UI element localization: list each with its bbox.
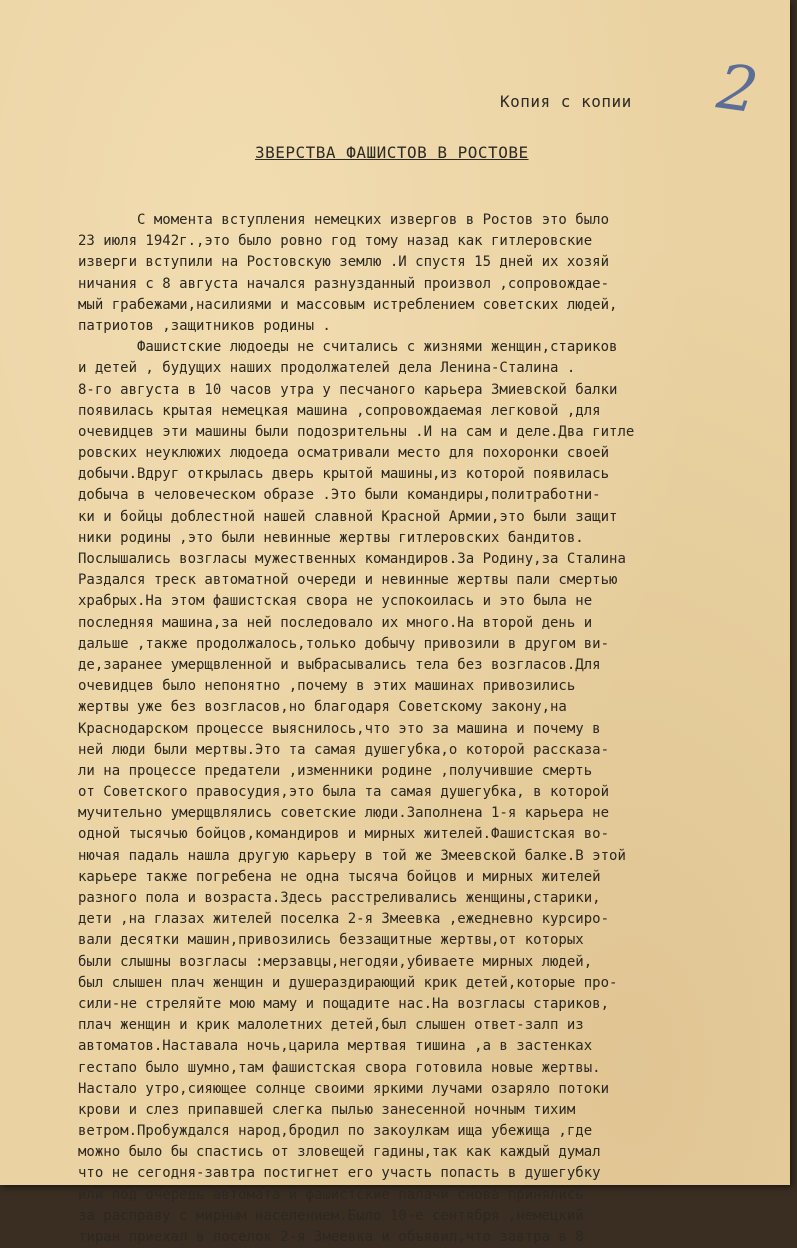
text-line: за расправу с мирным населением.Было 10-е сентября ,немецкий [78,1207,584,1224]
text-line: или под очередь автомата и фашистские палачи снова принялись [78,1186,584,1203]
text-line: автоматов.Наставала ночь,царила мертвая тишина ,а в застенках [78,1038,593,1055]
text-line: Краснодарском процессе выяснилось,что это за машина и почему в [78,720,601,737]
text-line: Послышались возгласы мужественных командиров.За Родину,за Сталина [78,551,626,567]
text-line: дальше ,также продолжалось,только добычу привозили в другом ви- [78,635,610,652]
text-line: ли на процессе предатели ,изменники родине ,получившие смерть [78,762,593,779]
text-line: Настало утро,сияющее солнце своими яркими лучами озаряло потоки [78,1080,610,1097]
text-line: дети ,на глазах жителей поселка 2-я Змеевка ,ежедневно курсиро- [78,911,610,928]
text-line: добычи.Вдруг открылась дверь крытой машины,из которой появилась [78,466,610,483]
text-line: крови и слез припавшей слегка пылью занесенной ночным тихим [78,1101,576,1118]
copy-note: Копия с копии [500,92,632,111]
text-line: плач женщин и крик малолетних детей,был слышен ответ-залп из [78,1017,584,1034]
text-line: Фашистские людоеды не считались с жизнями женщин,стариков [78,339,618,356]
text-line: одной тысячью бойцов,командиров и мирных жителей.Фашистская во- [78,826,610,843]
text-line: вали десятки машин,привозились беззащитные жертвы,от которых [78,932,584,949]
text-line: мый грабежами,насилиями и массовым истреблением советских людей, [78,296,618,313]
text-line: жертвы уже без возгласов,но благодаря Советскому закону,на [78,699,567,716]
text-line: и детей , будущих наших продолжателей дела Ленина-Сталина . [78,360,576,377]
text-line: патриотов ,защитников родины . [78,317,331,334]
text-line: ветром.Пробуждался народ,бродил по закоулкам ища убежища ,где [78,1123,593,1140]
text-line: ничания с 8 августа начался разнузданный произвол ,сопровождае- [78,275,610,292]
text-line: де,заранее умерщвленной и выбрасывались тела без возгласов.Для [78,656,601,673]
text-line: изверги вступили на Ростовскую землю .И спустя 15 дней их хозяй [78,254,610,271]
text-line: добыча в человеческом образе .Это были командиры,политработни- [78,487,601,504]
text-line: ней люди были мертвы.Это та самая душегубка,о которой рассказа- [78,741,610,758]
document-title: ЗВЕРСТВА ФАШИСТОВ В РОСТОВЕ [255,143,529,162]
text-line: карьере также погребена не одна тысяча бойцов и мирных жителей [78,868,601,885]
text-line: тиран приехал в поселок 2-я Змеевка и объявил,что завтра в 8 [78,1229,584,1245]
body-text [78,210,783,1248]
text-line: сили-не стреляйте мою маму и пощадите нас.На возгласы стариков, [78,995,610,1012]
text-line: 23 июля 1942г.,это было ровно год тому назад как гитлеровские [78,233,593,250]
text-line: ровских неуклюжих людоеда осматривали место для похоронки своей [78,445,610,462]
text-line: появилась крытая немецкая машина ,сопровождаемая легковой ,для [78,402,601,419]
text-line: был слышен плач женщин и душераздирающий крик детей,которые про- [78,974,618,991]
text-line: разного пола и возраста.Здесь расстреливались женщины,старики, [78,890,601,906]
text-line: 8-го августа в 10 часов утра у песчаного карьера Змиевской балки [78,381,618,398]
handwritten-page-number: 2 [713,49,763,128]
text-line: очевидцев было непонятно ,почему в этих машинах привозились [78,678,576,695]
text-line: от Советского правосудия,это была та самая душегубка, в которой [78,784,610,801]
text-line: Раздался треск автоматной очереди и невинные жертвы пали смертью [78,572,618,589]
text-line: С момента вступления немецких извергов в Ростов это было [78,212,610,228]
text-line: очевидцев эти машины были подозрительны .И на сам и деле.Два гитле [78,423,635,440]
text-line: что не сегодня-завтра постигнет его участь попасть в душегубку [78,1165,601,1182]
text-line: ки и бойцы доблестной нашей славной Красной Армии,это были защит [78,508,618,525]
text-line: мучительно умерщвлялись советские люди.Заполнена 1-я карьера не [78,805,610,822]
text-line: последняя машина,за ней последовало их много.На второй день и [78,614,593,631]
text-line: можно было бы спастись от зловещей гадины,так как каждый думал [78,1144,601,1161]
text-line: храбрых.На этом фашистская свора не успокоилась и это была не [78,593,593,610]
text-line: нючая падаль нашла другую карьеру в той же Змеевской балке.В этой [78,847,626,864]
text-line: гестапо было шумно,там фашистская свора готовила новые жертвы. [78,1059,601,1076]
text-line: ники родины ,это были невинные жертвы гитлеровских бандитов. [78,529,584,546]
text-line: были слышны возгласы :мерзавцы,негодяи,убиваете мирных людей, [78,953,593,970]
